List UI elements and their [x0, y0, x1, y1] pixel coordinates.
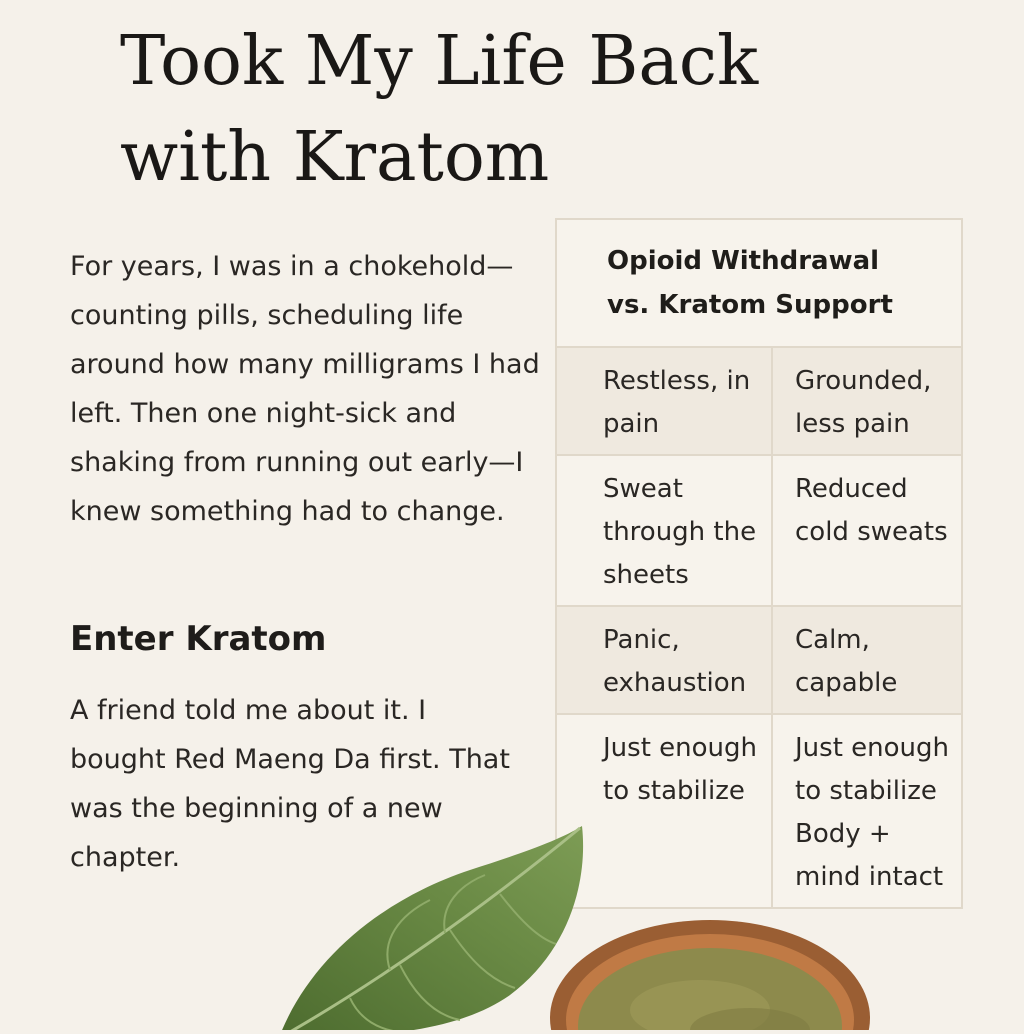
kratom-cell: Calm, capable: [772, 606, 962, 714]
table-header-line-1: Opioid Withdrawal: [607, 246, 880, 276]
withdrawal-cell: Just enough to stabilize: [556, 714, 772, 908]
table-row: [556, 606, 962, 714]
powder-bowl-icon: [540, 900, 870, 1030]
kratom-cell: Grounded, less pain: [772, 347, 962, 455]
section-heading: Enter Kratom: [70, 619, 327, 659]
table-header-row: [556, 219, 962, 347]
comparison-table: [555, 218, 963, 909]
table-header: [556, 219, 962, 347]
table-header-line-2: vs. Kratom Support: [607, 290, 893, 320]
table-row: [556, 714, 962, 908]
table-row: [556, 455, 962, 606]
intro-paragraph: For years, I was in a chokehold—counting pills, scheduling life around how many milligrams I had left. Then one night-sick and shaking from running out early—I knew something had to change.: [70, 251, 540, 527]
withdrawal-cell: Restless, in pain: [556, 347, 772, 455]
title-line-1: Took My Life Back: [120, 22, 759, 101]
title-line-2: with Kratom: [120, 118, 550, 197]
page-title: [120, 14, 940, 206]
withdrawal-cell: Panic, exhaustion: [556, 606, 772, 714]
withdrawal-cell: Sweat through the sheets: [556, 455, 772, 606]
table-row: [556, 347, 962, 455]
kratom-cell: Reduced cold sweats: [772, 455, 962, 606]
story-paragraph: A friend told me about it. I bought Red Maeng Da first. That was the beginning of a new chapter.: [70, 695, 510, 873]
kratom-cell: Just enough to stabilize Body + mind intact: [772, 714, 962, 908]
